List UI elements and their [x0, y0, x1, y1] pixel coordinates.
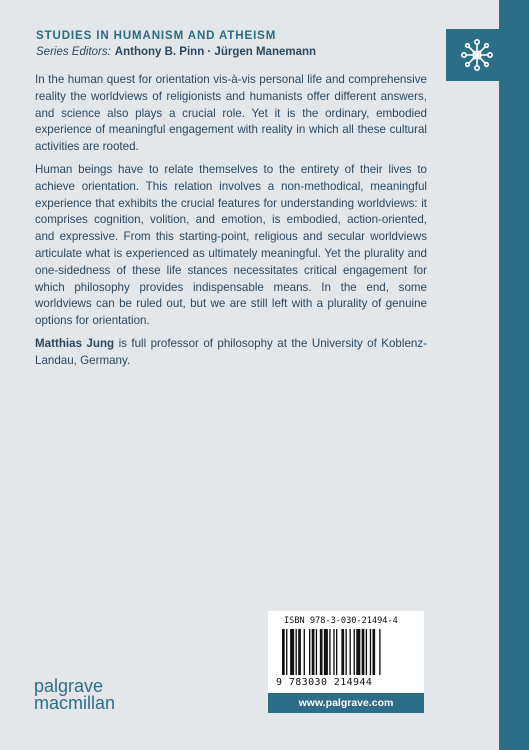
barcode-bar — [312, 629, 315, 675]
publisher-url[interactable]: www.palgrave.com — [268, 693, 424, 713]
publisher-name-line1: palgrave — [34, 676, 104, 696]
author-bio-text: is full professor of philosophy at the University of Koblenz-Landau, Germany. — [35, 336, 427, 367]
barcode-bar — [356, 629, 360, 675]
series-editors — [36, 46, 316, 58]
barcode-bar — [324, 629, 328, 675]
series-logo — [446, 29, 508, 81]
barcode-bar — [309, 629, 310, 675]
barcode-bar — [329, 629, 330, 675]
barcode-bar — [336, 629, 337, 675]
network-nodes-icon — [446, 29, 508, 81]
publisher-name-line2: macmillan — [34, 693, 116, 713]
barcode-bar — [370, 629, 371, 675]
barcode-bar — [320, 629, 323, 675]
barcode-bar — [304, 629, 305, 675]
barcode-bar — [286, 629, 287, 675]
barcode-bar — [362, 629, 365, 675]
blurb — [35, 72, 427, 376]
barcode-bars — [282, 629, 412, 675]
barcode-bar — [350, 629, 351, 675]
spine-strip — [499, 0, 529, 750]
series-editors-label: Series Editors: — [36, 46, 111, 58]
barcode-box — [268, 611, 424, 693]
barcode-bar — [290, 629, 294, 675]
barcode-bar — [282, 629, 285, 675]
barcode-bar — [298, 629, 301, 675]
barcode-bar — [333, 629, 334, 675]
barcode-bar — [345, 629, 346, 675]
author-bio — [35, 336, 427, 370]
author-name: Matthias Jung — [35, 336, 115, 350]
barcode-bar — [372, 629, 375, 675]
barcode-bar — [354, 629, 355, 675]
barcode-bar — [316, 629, 317, 675]
barcode-bar — [379, 629, 380, 675]
series-editors-names: Anthony B. Pinn · Jürgen Manemann — [114, 46, 317, 58]
isbn-label: ISBN 978-3-030-21494-4 — [284, 616, 398, 626]
blurb-paragraph-1: In the human quest for orientation vis-à-vis personal life and comprehensive reality the worldviews of religionists and humanists offer different answers, and science also plays a crucial role. Yet it is the ordinary, embodied experience of meaningful engagement with reality in which all these cultural activities are rooted. — [35, 73, 427, 154]
blurb-paragraph-2: Human beings have to relate themselves to the entirety of their lives to achieve orientation. This relation involves a non-methodical, meaningful experience that exhibits the crucial features for understanding worldviews: it comprises cognition, volition, and emotion, is embodied, action-oriented, and expressive. From this starting-point, religious and secular worldviews articulate what is experienced as ultimately meaningful. Yet the plurality and one-sidedness of these life stances necessitates critical engagement for which philosophy provides indispensable means. In the end, some worldviews can be ruled out, but we are still left with a plurality of genuine options for orientation. — [35, 162, 427, 328]
barcode-digits: 9 783030 214944 — [276, 677, 373, 688]
series-title: STUDIES IN HUMANISM AND ATHEISM — [36, 30, 277, 42]
barcode-bar — [366, 629, 367, 675]
barcode-bar — [341, 629, 344, 675]
barcode-bar — [296, 629, 297, 675]
publisher-logo — [34, 678, 115, 712]
